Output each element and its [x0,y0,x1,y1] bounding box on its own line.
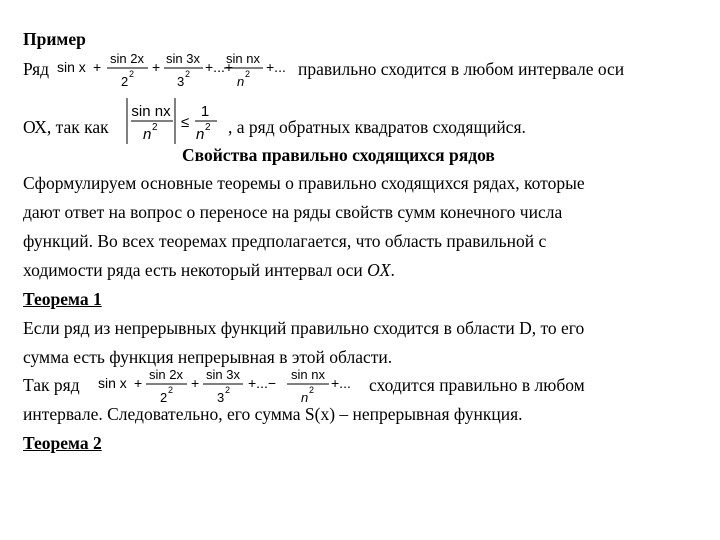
formula2-t2-num: sin 2x [149,367,183,382]
formula2-tail: +... [331,375,351,391]
theorem2-title: Теорема 2 [23,433,102,453]
formula1-t2-exp: 2 [129,69,135,79]
formula1-sinx: sin x [57,59,86,75]
theorem1-conclusion: интервале. Следовательно, его сумма S(x) – непрерывная функция. [23,404,523,424]
formula1-t2-den: 2 [121,74,129,89]
formula1-plus-1: + [93,59,102,75]
formula1-plus-2: + [152,59,161,75]
formula1-tn-den: n [237,74,245,89]
formula2-t3-den: 3 [217,390,225,405]
example2-tail: сходится правильно в любом [369,375,585,395]
formula2-plus-1: + [134,375,143,391]
ineq-exp: 2 [152,122,158,133]
theorem1-line-1: Если ряд из непрерывных функций правильно сходится в области D, то его [23,318,585,338]
formula1-t2-num: sin 2x [110,51,144,66]
formula1-tn-num: sin nx [226,51,260,66]
series-formula-1 [57,42,297,92]
formula1-tail: +... [266,59,286,75]
para-line-2: дают ответ на вопрос о переносе на ряды свойств сумм конечного числа [23,202,563,222]
ineq-num: sin nx [131,103,171,120]
formula2-tn-den: n [301,390,309,405]
ineq-le: ≤ [181,114,190,131]
series-formula-2 [98,359,368,407]
ox-lead: ОХ, так как [23,117,109,137]
theorem1-title: Теорема 1 [23,289,102,309]
formula1-t3-exp: 2 [185,69,191,79]
example2-lead: Так ряд [23,375,80,395]
formula2-t3-exp: 2 [225,385,231,395]
formula2-t3-num: sin 3x [206,367,240,382]
formula1-t3-num: sin 3x [166,51,200,66]
para-line-3: функций. Во всех теоремах предполагается, что область правильной с [23,231,547,251]
formula2-tn-num: sin nx [291,367,325,382]
inequality-formula [124,96,224,148]
ineq-rhs-num: 1 [200,103,210,120]
ox-tail: , а ряд обратных квадратов сходящийся. [228,117,526,137]
formula1-tn-exp: 2 [245,69,251,79]
example-heading: Пример [23,29,86,49]
ineq-rhs-den: n [196,126,205,143]
formula1-dots-plus: +...+ [205,59,234,75]
ineq-rhs-exp: 2 [205,122,211,133]
series-lead: Ряд [23,59,50,79]
formula2-t2-exp: 2 [168,385,174,395]
theorem1-line-2: сумма есть функция непрерывная в этой области. [23,347,393,367]
formula2-plus-2: + [191,375,200,391]
para-line-1: Сформулируем основные теоремы о правильно сходящихся рядах, которые [23,173,585,193]
section-title: Свойства правильно сходящихся рядов [182,145,495,165]
ox-period: . [390,260,395,280]
formula2-t2-den: 2 [160,390,168,405]
formula2-tn-exp: 2 [309,385,315,395]
para-line-4-text: ходимости ряда есть некоторый интервал оси [23,260,363,280]
formula2-dots-minus: +...− [248,375,277,391]
para-line-4 [23,262,395,280]
formula1-t3-den: 3 [177,74,185,89]
formula2-sinx: sin x [98,375,127,391]
series-tail: правильно сходится в любом интервале оси [298,59,625,79]
ineq-den: n [143,126,152,143]
ox-italic: OX [367,260,391,280]
